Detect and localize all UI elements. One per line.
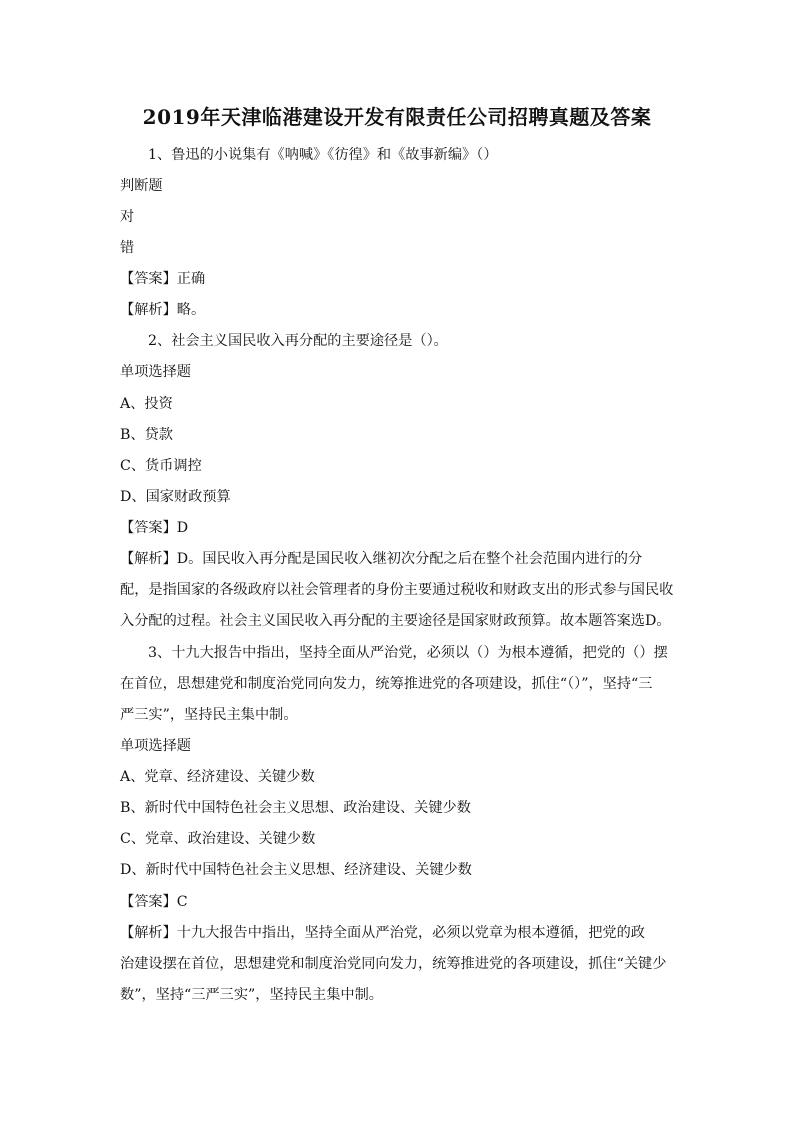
- question-1-option-a: 对: [120, 209, 135, 225]
- question-3-type: 单项选择题: [120, 738, 191, 754]
- question-3-analysis-line-3: 数”，坚持“三严三实”，坚持民主集中制。: [120, 987, 383, 1003]
- question-2-option-d: D、国家财政预算: [120, 489, 231, 505]
- question-3-option-c: C、党章、政治建设、关键少数: [120, 831, 316, 847]
- question-3-answer: 【答案】C: [120, 894, 188, 910]
- question-3-option-d: D、新时代中国特色社会主义思想、经济建设、关键少数: [120, 862, 472, 878]
- question-1-option-b: 错: [120, 240, 135, 256]
- question-2-option-a: A、投资: [120, 396, 173, 412]
- question-1-type: 判断题: [120, 178, 163, 194]
- question-3-option-a: A、党章、经济建设、关键少数: [120, 769, 315, 785]
- question-2-analysis-line-1: 【解析】D。国民收入再分配是国民收入继初次分配之后在整个社会范围内进行的分: [120, 551, 643, 567]
- question-3-text-line-2: 在首位，思想建党和制度治党同向发力，统筹推进党的各项建设，抓住“（）”，坚持“三: [120, 676, 653, 692]
- question-2-answer: 【答案】D: [120, 520, 189, 536]
- question-3-option-b: B、新时代中国特色社会主义思想、政治建设、关键少数: [120, 800, 471, 816]
- question-2-type: 单项选择题: [120, 364, 191, 380]
- question-2-text: 2、社会主义国民收入再分配的主要途径是（）。: [148, 333, 448, 349]
- question-2-option-c: C、货币调控: [120, 458, 202, 474]
- question-3-text-line-1: 3、十九大报告中指出，坚持全面从严治党，必须以（）为根本遵循，把党的（）摆: [148, 645, 668, 661]
- question-2-option-b: B、贷款: [120, 427, 173, 443]
- question-3-analysis-line-2: 治建设摆在首位，思想建党和制度治党同向发力，统筹推进党的各项建设，抓住“关键少: [120, 956, 667, 972]
- question-3-text-line-3: 严三实”，坚持民主集中制。: [120, 707, 298, 723]
- question-2-analysis-line-2: 配，是指国家的各级政府以社会管理者的身份主要通过税收和财政支出的形式参与国民收: [120, 582, 674, 598]
- question-1-answer: 【答案】正确: [120, 271, 206, 287]
- question-1-text: 1、鲁迅的小说集有《呐喊》《彷徨》和《故事新编》（）: [148, 147, 498, 163]
- question-3-analysis-line-1: 【解析】十九大报告中指出，坚持全面从严治党，必须以党章为根本遵循，把党的政: [120, 925, 645, 941]
- question-2-analysis-line-3: 入分配的过程。社会主义国民收入再分配的主要途径是国家财政预算。故本题答案选D。: [120, 613, 671, 629]
- page-title: 2019年天津临港建设开发有限责任公司招聘真题及答案: [142, 105, 652, 129]
- question-1-analysis: 【解析】略。: [120, 302, 206, 318]
